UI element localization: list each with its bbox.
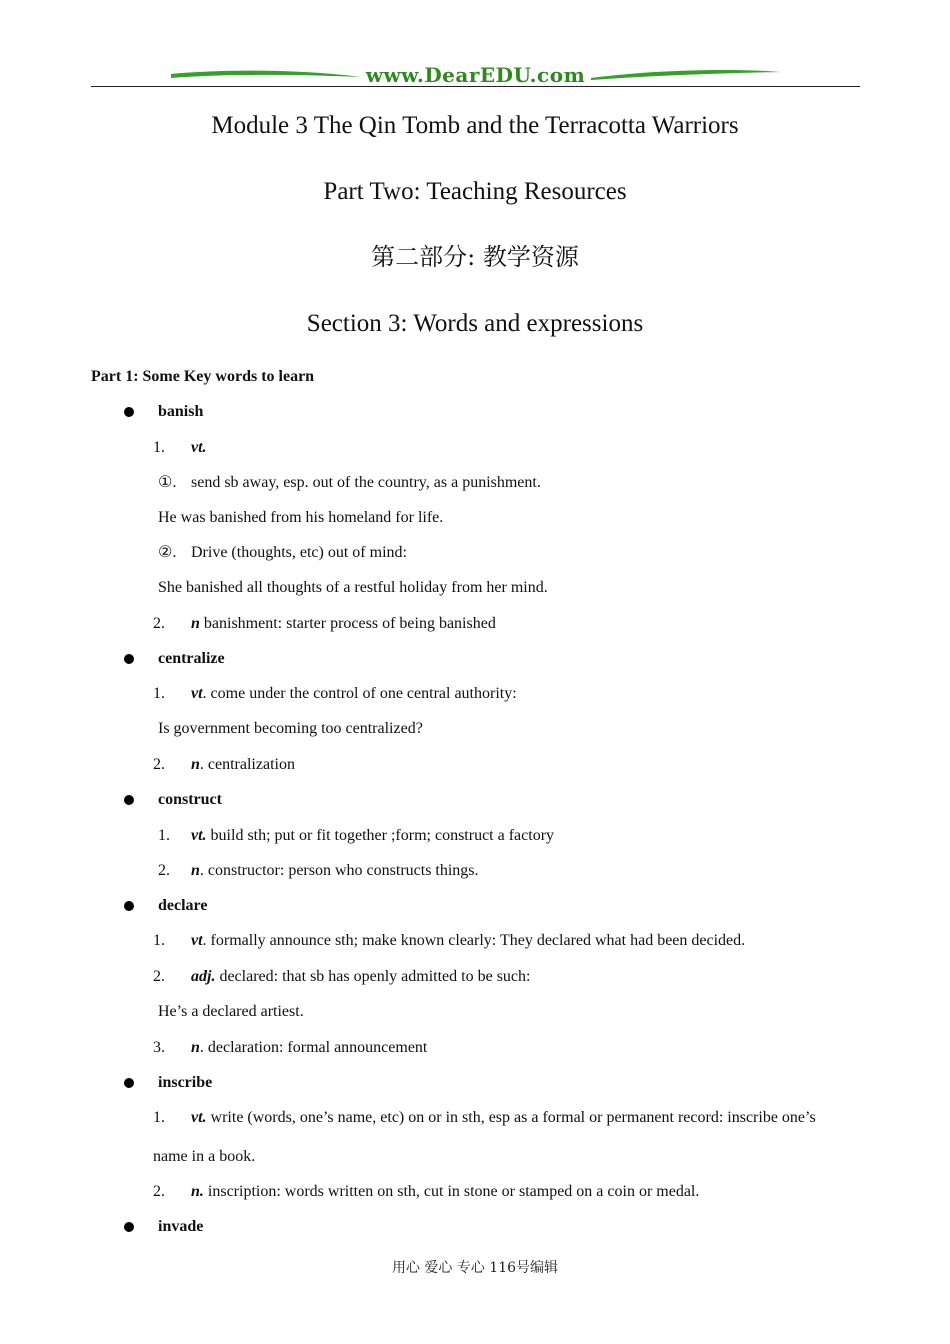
part-of-speech: vt	[191, 685, 203, 702]
bullet-icon	[124, 901, 134, 911]
sense-definition: build sth; put or fit together ;form; construct a factory	[206, 827, 555, 844]
entry-word-construct: construct	[158, 791, 222, 808]
sense-definition: . centralization	[199, 756, 295, 773]
meaning-marker: ①.	[158, 474, 177, 491]
sense-number: 2.	[153, 968, 165, 985]
sense-number: 1.	[153, 685, 165, 702]
part-of-speech: n	[191, 1039, 200, 1056]
part-of-speech: n	[191, 756, 200, 773]
sense-definition: . come under the control of one central authority:	[202, 685, 517, 702]
part-of-speech: adj.	[191, 968, 216, 985]
bullet-icon	[124, 407, 134, 417]
sense-line	[191, 930, 745, 952]
bullet-icon	[124, 1222, 134, 1232]
sense-number: 1.	[153, 1109, 165, 1126]
page-footer: 用心 爱心 专心 116号编辑	[391, 1260, 559, 1276]
sense-definition: inscription: words written on sth, cut in stone or stamped on a coin or medal.	[203, 1183, 700, 1200]
sense-definition: . formally announce sth; make known clearly: They declared what had been decided.	[202, 932, 746, 949]
header-site-logo: www.DearEDU.com	[365, 63, 586, 87]
sense-line	[191, 1181, 699, 1203]
entry-word-invade: invade	[158, 1218, 204, 1235]
part-heading: Part 1: Some Key words to learn	[91, 368, 315, 385]
example-sentence: She banished all thoughts of a restful holiday from her mind.	[158, 579, 548, 596]
sense-number: 1.	[153, 439, 165, 456]
sense-line	[191, 860, 479, 882]
example-sentence: He’s a declared artiest.	[158, 1003, 304, 1020]
part-of-speech: n	[191, 615, 200, 632]
sense-definition: declared: that sb has openly admitted to be such:	[215, 968, 531, 985]
part-title-chinese: 第二部分: 教学资源	[371, 243, 579, 271]
header-rule	[91, 86, 860, 87]
meaning-definition: Drive (thoughts, etc) out of mind:	[191, 544, 407, 561]
sense-definition-continued: name in a book.	[153, 1148, 256, 1165]
sense-line	[191, 1037, 427, 1059]
sense-line	[191, 1107, 816, 1129]
sense-number: 2.	[153, 1183, 165, 1200]
part-of-speech: vt	[191, 932, 203, 949]
sense-number: 2.	[158, 862, 170, 879]
part-of-speech: n.	[191, 1183, 204, 1200]
entry-word-banish: banish	[158, 403, 204, 420]
sense-number: 1.	[158, 827, 170, 844]
section-title: Section 3: Words and expressions	[306, 310, 644, 337]
sense-line	[191, 754, 295, 776]
sense-definition: banishment: starter process of being banished	[199, 615, 496, 632]
sense-number: 1.	[153, 932, 165, 949]
example-sentence: Is government becoming too centralized?	[158, 720, 423, 737]
sense-number: 3.	[153, 1039, 165, 1056]
meaning-definition: send sb away, esp. out of the country, as a punishment.	[191, 474, 541, 491]
entry-word-declare: declare	[158, 897, 208, 914]
module-title: Module 3 The Qin Tomb and the Terracotta Warriors	[211, 112, 739, 139]
part-of-speech: vt.	[191, 827, 207, 844]
part-of-speech: n	[191, 862, 200, 879]
sense-number: 2.	[153, 756, 165, 773]
sense-line	[191, 966, 530, 988]
green-swoosh-right-icon	[591, 68, 781, 82]
meaning-marker: ②.	[158, 544, 177, 561]
sense-line	[191, 613, 496, 635]
page-header	[91, 62, 860, 88]
bullet-icon	[124, 654, 134, 664]
example-sentence: He was banished from his homeland for life.	[158, 509, 444, 526]
sense-line	[191, 825, 554, 847]
bullet-icon	[124, 795, 134, 805]
sense-number: 2.	[153, 615, 165, 632]
sense-definition: . declaration: formal announcement	[199, 1039, 428, 1056]
sense-line	[191, 683, 517, 705]
entry-word-centralize: centralize	[158, 650, 225, 667]
sense-definition: write (words, one’s name, etc) on or in sth, esp as a formal or permanent record: inscribe one’s	[206, 1109, 816, 1126]
part-of-speech: vt.	[191, 439, 207, 456]
entry-word-inscribe: inscribe	[158, 1074, 213, 1091]
sense-definition: . constructor: person who constructs things.	[199, 862, 479, 879]
bullet-icon	[124, 1078, 134, 1088]
part-of-speech: vt.	[191, 1109, 207, 1126]
part-title: Part Two: Teaching Resources	[323, 178, 627, 205]
